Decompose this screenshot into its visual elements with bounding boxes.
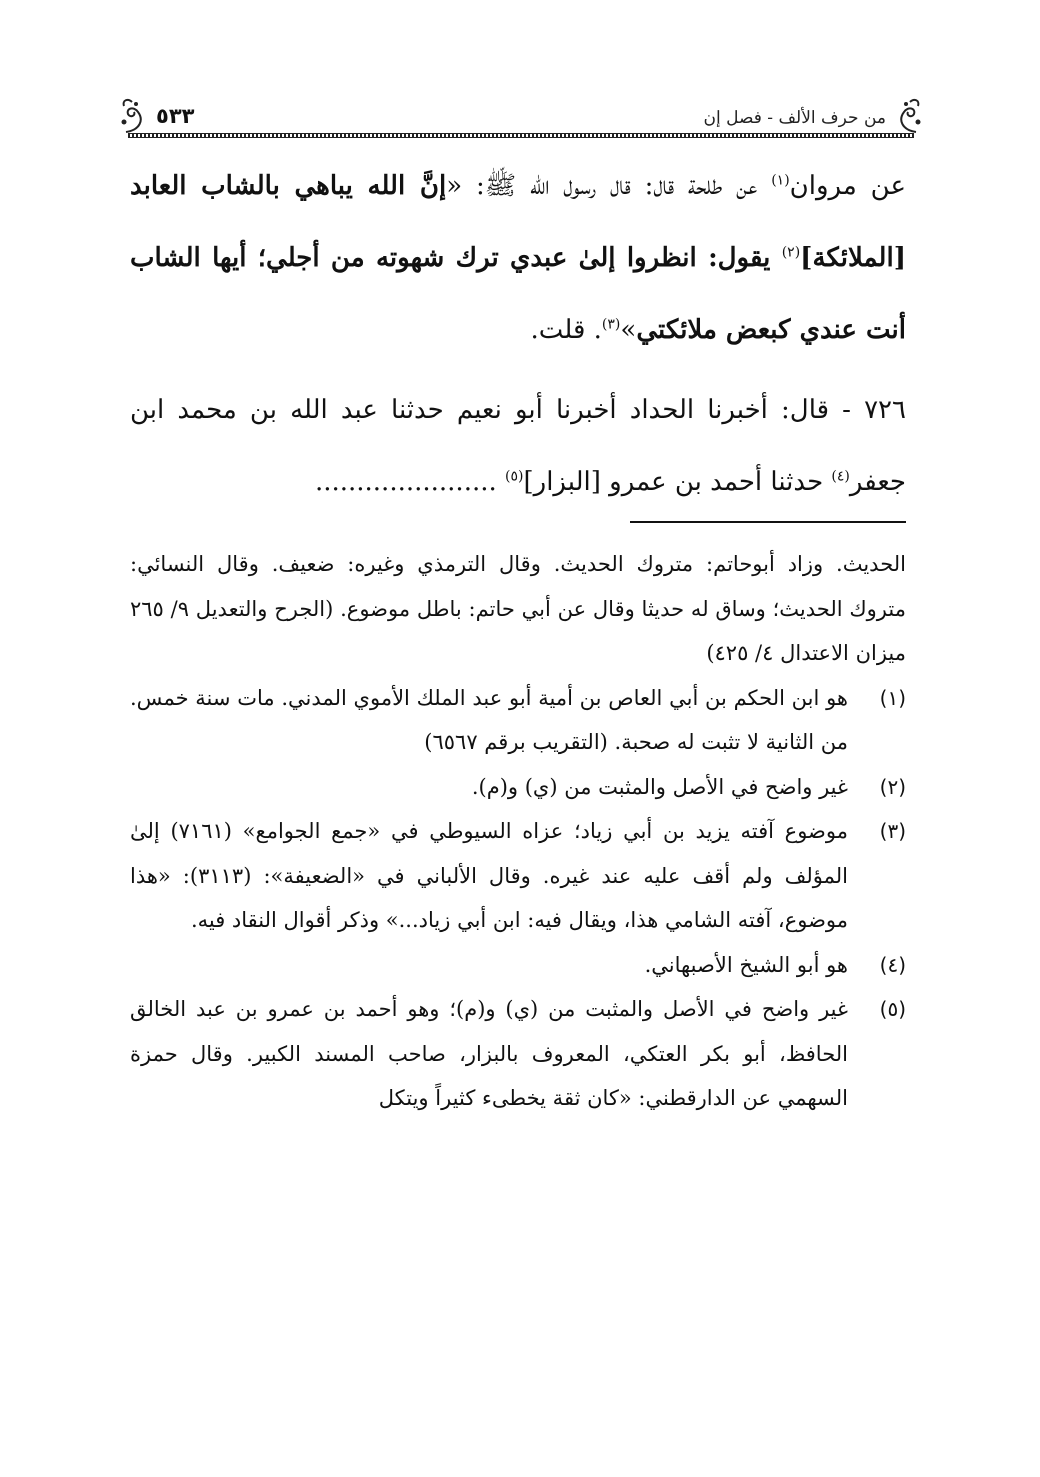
footnote-ref-1: (١) (771, 172, 790, 189)
p1-quote-a: إنَّ الله يباهي بالشاب العابد [الملائكة] (130, 171, 906, 273)
p1-tail: . قلت. (530, 315, 602, 345)
footnote-item (130, 809, 906, 943)
p1-quote-b: يقول: انظروا إلىٰ عبدي ترك شهوته من أجلي؛ أيها الشاب أنت عندي كبعض ملائكتي (130, 243, 906, 345)
footnote-ref-2: (٢) (781, 244, 801, 261)
header-ornament-right-icon (894, 96, 924, 134)
footnote-item (130, 765, 906, 810)
footnote-text: هو ابن الحكم بن أبي العاص بن أمية أبو عبد الملك الأموي المدني. مات سنة خمس. من الثانية لا تثبت له صحبة. (التقريب برقم ٦٥٦٧) (130, 685, 848, 754)
hadith-number: ٧٢٦ (864, 395, 906, 425)
footnote-item (130, 987, 906, 1121)
p2-text-a: - قال: أخبرنا الحداد أخبرنا أبو نعيم حدثنا عبد الله بن محمد ابن جعفر (130, 395, 906, 497)
header-ornament-left-icon (118, 96, 148, 134)
footnote-number: (١) (879, 685, 906, 710)
footnote-ref-3: (٣) (601, 316, 621, 333)
paragraph-hadith-talha (130, 150, 906, 366)
header-title: من حرف الألف - فصل إن (703, 108, 886, 128)
footnotes (130, 542, 906, 1121)
footnote-text: هو أبو الشيخ الأصبهاني. (644, 952, 848, 977)
footnote-text: غير واضح في الأصل والمثبت من (ي) و(م). (471, 774, 848, 799)
header-rule (128, 133, 914, 138)
footnote-number: (٣) (879, 819, 906, 843)
p2-text-b: حدثنا أحمد بن عمرو [البزار] (523, 467, 832, 497)
p1-close-quote: » (620, 315, 637, 345)
paragraph-726 (130, 374, 906, 518)
p2-dots: ...................... (314, 467, 506, 497)
page-number: ٥٣٣ (156, 104, 195, 128)
p1-mid: عن طلحة قال: قال رسول الله ﷺ: « (446, 171, 772, 201)
running-header (118, 92, 924, 136)
footnote-item (130, 676, 906, 765)
footnote-ref-5: (٥) (505, 468, 524, 485)
footnote-item (130, 943, 906, 988)
footnote-number: (٤) (879, 952, 906, 977)
footnote-number: (٢) (879, 774, 906, 799)
footnote-text: موضوع آفته يزيد بن أبي زياد؛ عزاه السيوطي في «جمع الجوامع» (٧١٦١) إلىٰ المؤلف ولم أقف عليه عند غيره. وقال الألباني في «الضعيفة»: (٣١١٣): «هذا موضوع، آفته الشامي هذا، ويقال فيه: ابن أبي زياد...» وذكر أقوال النقاد فيه. (130, 819, 848, 932)
footnote-number: (٥) (879, 997, 906, 1021)
footnote-text: غير واضح في الأصل والمثبت من (ي) و(م)؛ وهو أحمد بن عمرو بن عبد الخالق الحافظ، أبو بكر العتكي، المعروف بالبزار، صاحب المسند الكبير. وقال حمزة السهمي عن الدارقطني: «كان ثقة يخطىء كثيراً ويتكل (130, 997, 848, 1110)
footnote-ref-4: (٤) (831, 468, 850, 485)
p1-lead: عن مروان (789, 171, 906, 201)
footnote-separator (630, 521, 906, 523)
footnote-continuation: الحديث. وزاد أبوحاتم: متروك الحديث. وقال الترمذي وغيره: ضعيف. وقال النسائي: متروك الحديث؛ وساق له حديثا وقال عن أبي حاتم: باطل موضوع. (الجرح والتعديل ٩/ ٢٦٥ ميزان الاعتدال ٤/ ٤٢٥) (130, 552, 906, 665)
